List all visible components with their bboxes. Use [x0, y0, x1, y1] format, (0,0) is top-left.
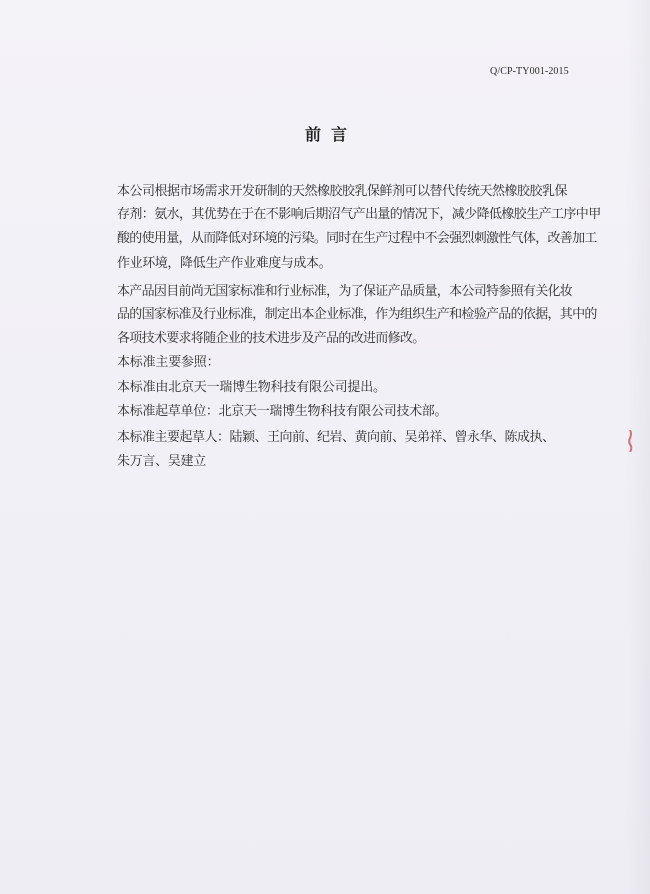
paragraph-1-line-3: 酸的使用量，从而降低对环境的污染。同时在生产过程中不会强烈刺激性气体，改善加工 — [117, 231, 597, 246]
paragraph-2-line-3: 各项技术要求将随企业的技术进步及产品的改进而修改。 — [117, 331, 425, 346]
paragraph-2-line-2: 品的国家标准及行业标准，制定出本企业标准，作为组织生产和检验产品的依据，其中的 — [117, 307, 597, 322]
paragraph-1-line-2: 存剂：氨水，其优势在于在不影响后期沼气产出量的情况下，减少降低橡胶生产工序中甲 — [117, 207, 601, 222]
paragraph-drafters-line-2: 朱万言、吴建立 — [117, 454, 206, 469]
paragraph-drafting-unit: 本标准起草单位：北京天一瑞博生物科技有限公司技术部。 — [117, 404, 448, 419]
paragraph-reference: 本标准主要参照： — [117, 355, 220, 370]
paragraph-2-line-1: 本产品因目前尚无国家标准和行业标准，为了保证产品质量，本公司特参照有关化妆 — [117, 284, 573, 299]
paragraph-proposer: 本标准由北京天一瑞博生物科技有限公司提出。 — [117, 380, 386, 395]
paragraph-drafters-line-1: 本标准主要起草人：陆颖、王向前、纪岩、黄向前、吴弟祥、曾永华、陈成执、 — [117, 430, 555, 445]
red-ink-mark — [627, 430, 633, 452]
page-title: 前言 — [304, 125, 357, 144]
paragraph-1-line-1: 本公司根据市场需求开发研制的天然橡胶胶乳保鲜剂可以替代传统天然橡胶胶乳保 — [117, 184, 568, 199]
document-code: Q/CP-TY001-2015 — [490, 66, 569, 77]
paragraph-1-line-4: 作业环境，降低生产作业难度与成本。 — [117, 256, 332, 271]
